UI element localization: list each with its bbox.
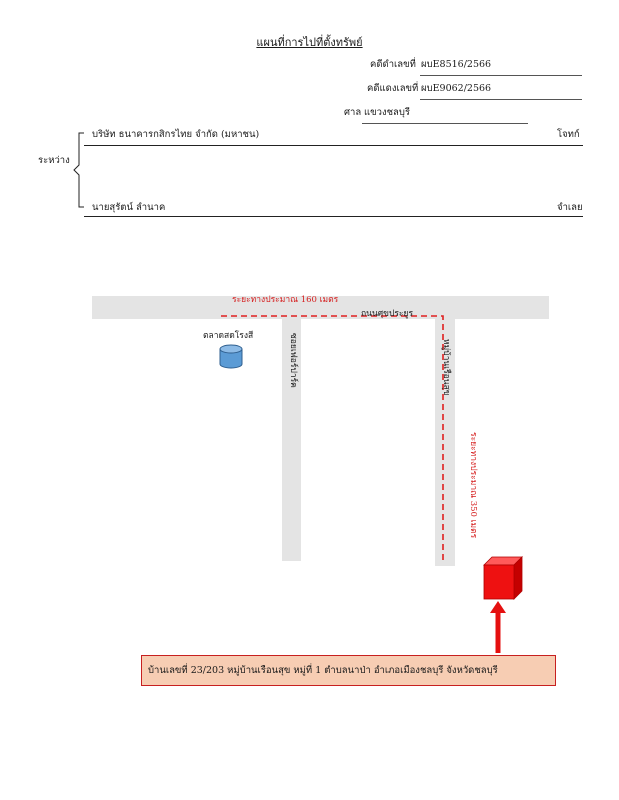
market-label: ตลาดสดโรงสี (203, 331, 254, 341)
red-case-label: คดีแดงเลขที่ (367, 83, 419, 94)
between-label: ระหว่าง (38, 155, 70, 166)
defendant-role: จำเลย (557, 202, 583, 213)
plaintiff-name: บริษัท ธนาคารกสิกรไทย จำกัด (มหาชน) (92, 129, 260, 140)
arrow-up-icon (488, 601, 508, 653)
plaintiff-role: โจทก์ (557, 129, 580, 140)
court-name: แขวงชลบุรี (364, 107, 410, 118)
address-text: บ้านเลขที่ 23/203 หมู่บ้านเรือนสุข หมู่ที่ 1 ตำบลนาป่า อำเภอเมืองชลบุรี จังหวัดชลบุรี (148, 665, 498, 676)
distance-top-label: ระยะทางประมาณ 160 เมตร (232, 295, 339, 305)
property-marker-icon (480, 555, 524, 603)
address-box (141, 655, 556, 686)
defendant-name: นายสุรัตน์ ลำนาค (92, 202, 166, 213)
page-title: แผนที่การไปที่ตั้งทรัพย์ (256, 36, 363, 49)
black-case-number: ผบE8516/2566 (421, 59, 492, 70)
court-label: ศาล (344, 107, 362, 118)
alley-left-label: ซอยเฟอร์ปาร์ค (288, 333, 298, 388)
main-road-label: ถนนศุขประยูร (361, 309, 414, 319)
market-cylinder-icon (219, 344, 243, 370)
red-case-number: ผบE9062/2566 (421, 83, 492, 94)
black-case-label: คดีดำเลขที่ (370, 59, 416, 70)
alley-right-label: หมู่บ้านเรือนสุข (441, 339, 451, 396)
distance-right-label: ระยะทางประมาณ 350 เมตร (468, 432, 478, 539)
